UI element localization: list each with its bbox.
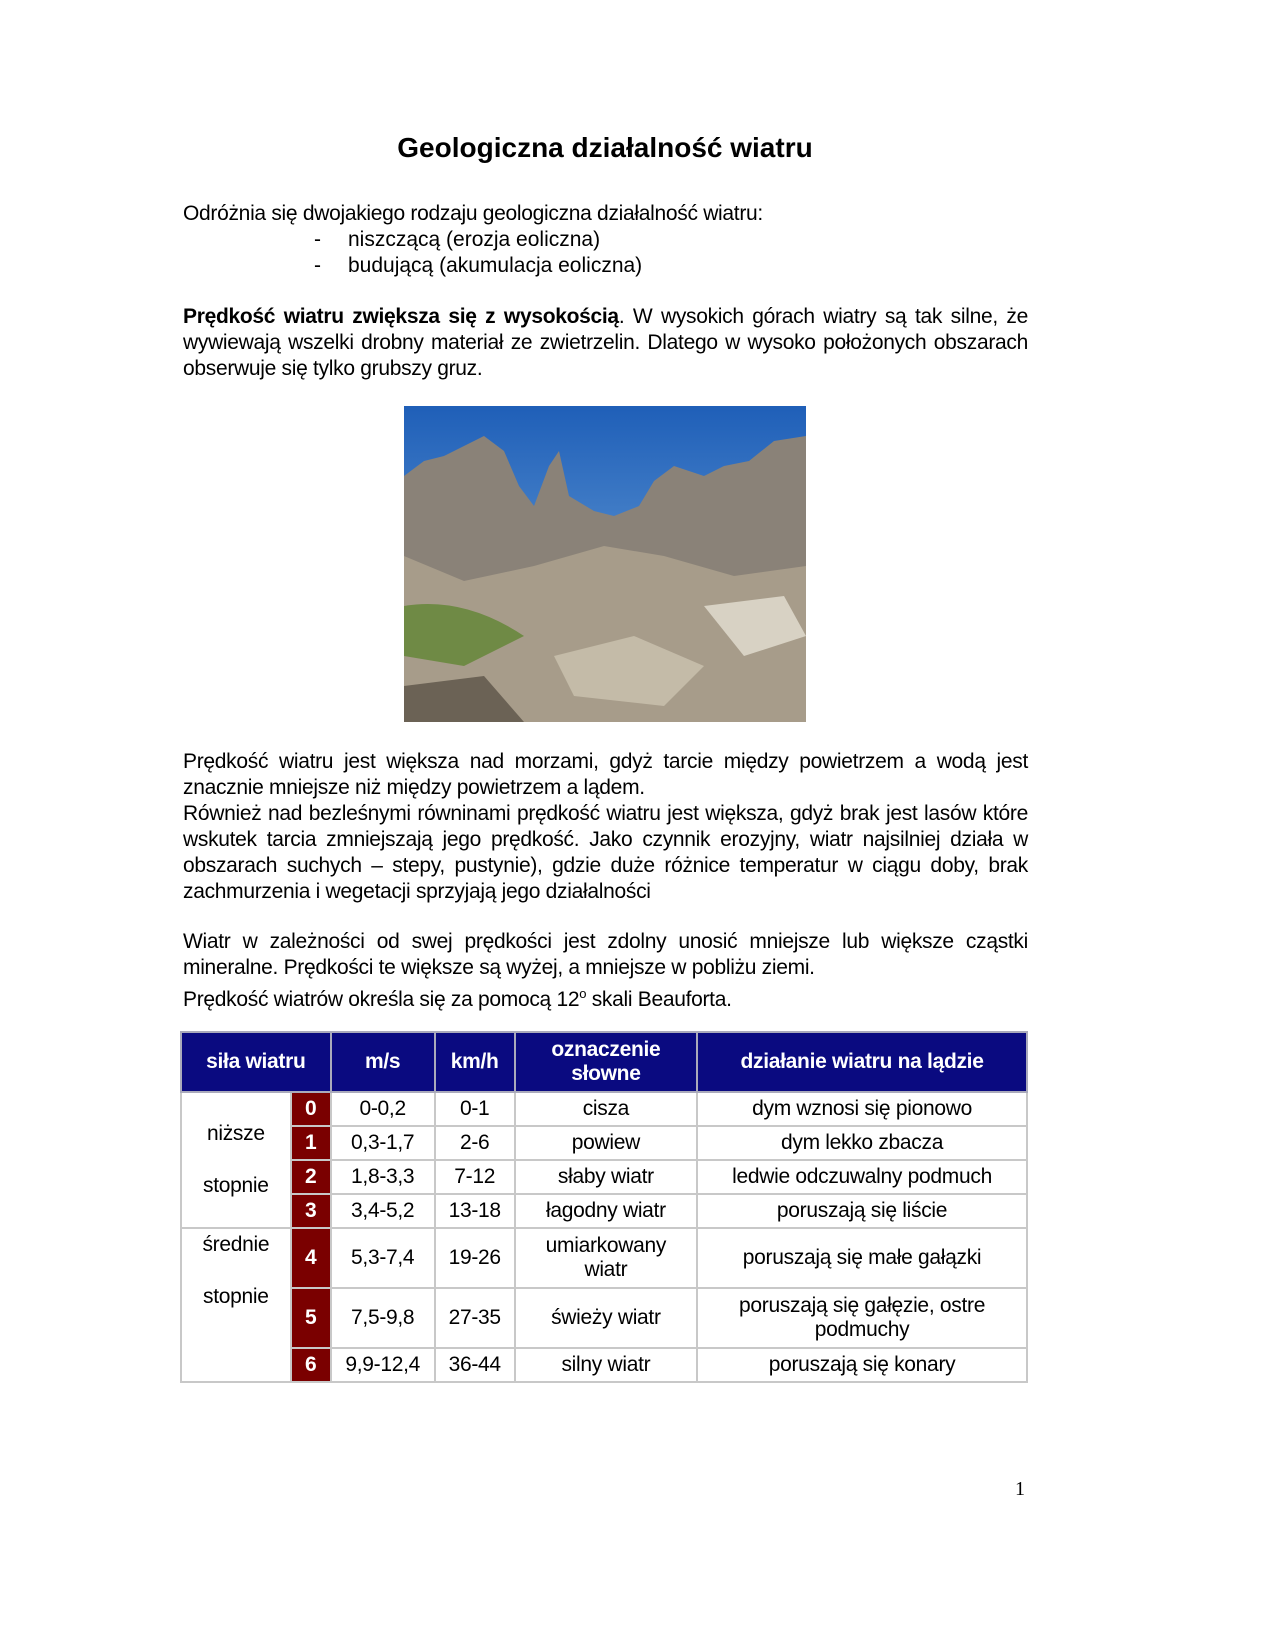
paragraph-particles: Wiatr w zależności od swej prędkości jest zdolny unosić mniejsze lub większe cząstki mineralne. Prędkości te większe są wyżej, a mniejsze w pobliżu ziemi. [183,930,1028,979]
cell-name: cisza [515,1092,697,1126]
cell-kmh: 27-35 [435,1288,515,1348]
table-row [181,1348,1027,1382]
cell-kmh: 36-44 [435,1348,515,1382]
cell-ms: 0-0,2 [331,1092,435,1126]
cell-name: powiew [515,1126,697,1160]
table-row [181,1288,1027,1348]
cell-ms: 3,4-5,2 [331,1194,435,1228]
paragraph-plains: Również nad bezleśnymi równinami prędkość wiatru jest większa, gdyż brak jest lasów które wskutek tarcia zmniejszają jego prędkość. Jako czynnik erozyjny, wiatr najsilniej działa w obszarach suchych – stepy, pustynie), gdzie duże różnice temperatur w ciągu doby, brak zachmurzenia i wegetacji sprzyjają jego działalności [183,802,1028,903]
group-lower: niższe stopnie [181,1092,291,1228]
header-ms: m/s [331,1032,435,1092]
cell-effect: ledwie odczuwalny podmuch [697,1160,1027,1194]
table-row [181,1092,1027,1126]
beaufort-number: 4 [291,1228,331,1288]
beaufort-number: 2 [291,1160,331,1194]
bullet-list [314,227,642,279]
cell-name: łagodny wiatr [515,1194,697,1228]
cell-kmh: 7-12 [435,1160,515,1194]
cell-name: silny wiatr [515,1348,697,1382]
table-row [181,1160,1027,1194]
list-item: - budującą (akumulacja eoliczna) [314,254,643,277]
beaufort-number: 5 [291,1288,331,1348]
cell-kmh: 0-1 [435,1092,515,1126]
cell-name: słaby wiatr [515,1160,697,1194]
cell-name: świeży wiatr [515,1288,697,1348]
table-row [181,1194,1027,1228]
beaufort-number: 0 [291,1092,331,1126]
cell-effect: poruszają się gałęzie, ostre podmuchy [697,1288,1027,1348]
mountain-photo [404,406,806,722]
table-row [181,1126,1027,1160]
cell-effect: poruszają się małe gałązki [697,1228,1027,1288]
page-title: Geologiczna działalność wiatru [397,132,813,163]
cell-ms: 9,9-12,4 [331,1348,435,1382]
beaufort-number: 3 [291,1194,331,1228]
beaufort-number: 1 [291,1126,331,1160]
cell-kmh: 19-26 [435,1228,515,1288]
intro-text: Odróżnia się dwojakiego rodzaju geologiczna działalność wiatru: [183,202,763,225]
cell-kmh: 2-6 [435,1126,515,1160]
list-item: - niszczącą (erozja eoliczna) [314,228,601,251]
cell-effect: poruszają się konary [697,1348,1027,1382]
cell-ms: 7,5-9,8 [331,1288,435,1348]
cell-ms: 5,3-7,4 [331,1228,435,1288]
cell-kmh: 13-18 [435,1194,515,1228]
cell-name: umiarkowany wiatr [515,1228,697,1288]
cell-ms: 0,3-1,7 [331,1126,435,1160]
paragraph-altitude: Prędkość wiatru zwiększa się z wysokością. W wysokich górach wiatry są tak silne, że wywiewają wszelki drobny materiał ze zwietrzelin. Dlatego w wysoko położonych obszarach obserwuje się tylko grubszy gruz. [183,305,1028,380]
cell-effect: dym lekko zbacza [697,1126,1027,1160]
header-kmh: km/h [435,1032,515,1092]
table-row [181,1228,1027,1288]
cell-effect: dym wznosi się pionowo [697,1092,1027,1126]
header-strength: siła wiatru [181,1032,331,1092]
page-number: 1 [1015,1478,1025,1500]
cell-ms: 1,8-3,3 [331,1160,435,1194]
header-name: oznaczenie słowne [515,1032,697,1092]
cell-effect: poruszają się liście [697,1194,1027,1228]
table-header-row [181,1032,1027,1092]
header-effect: działanie wiatru na lądzie [697,1032,1027,1092]
paragraph-beaufort: Prędkość wiatrów określa się za pomocą 12$^o$ skali Beauforta. [183,986,732,1011]
beaufort-number: 6 [291,1348,331,1382]
group-middle: średnie stopnie [181,1228,291,1382]
beaufort-table [180,1031,1028,1383]
paragraph-seas: Prędkość wiatru jest większa nad morzami, gdyż tarcie między powietrzem a wodą jest znacznie mniejsze niż między powietrzem a lądem. [183,750,1028,799]
